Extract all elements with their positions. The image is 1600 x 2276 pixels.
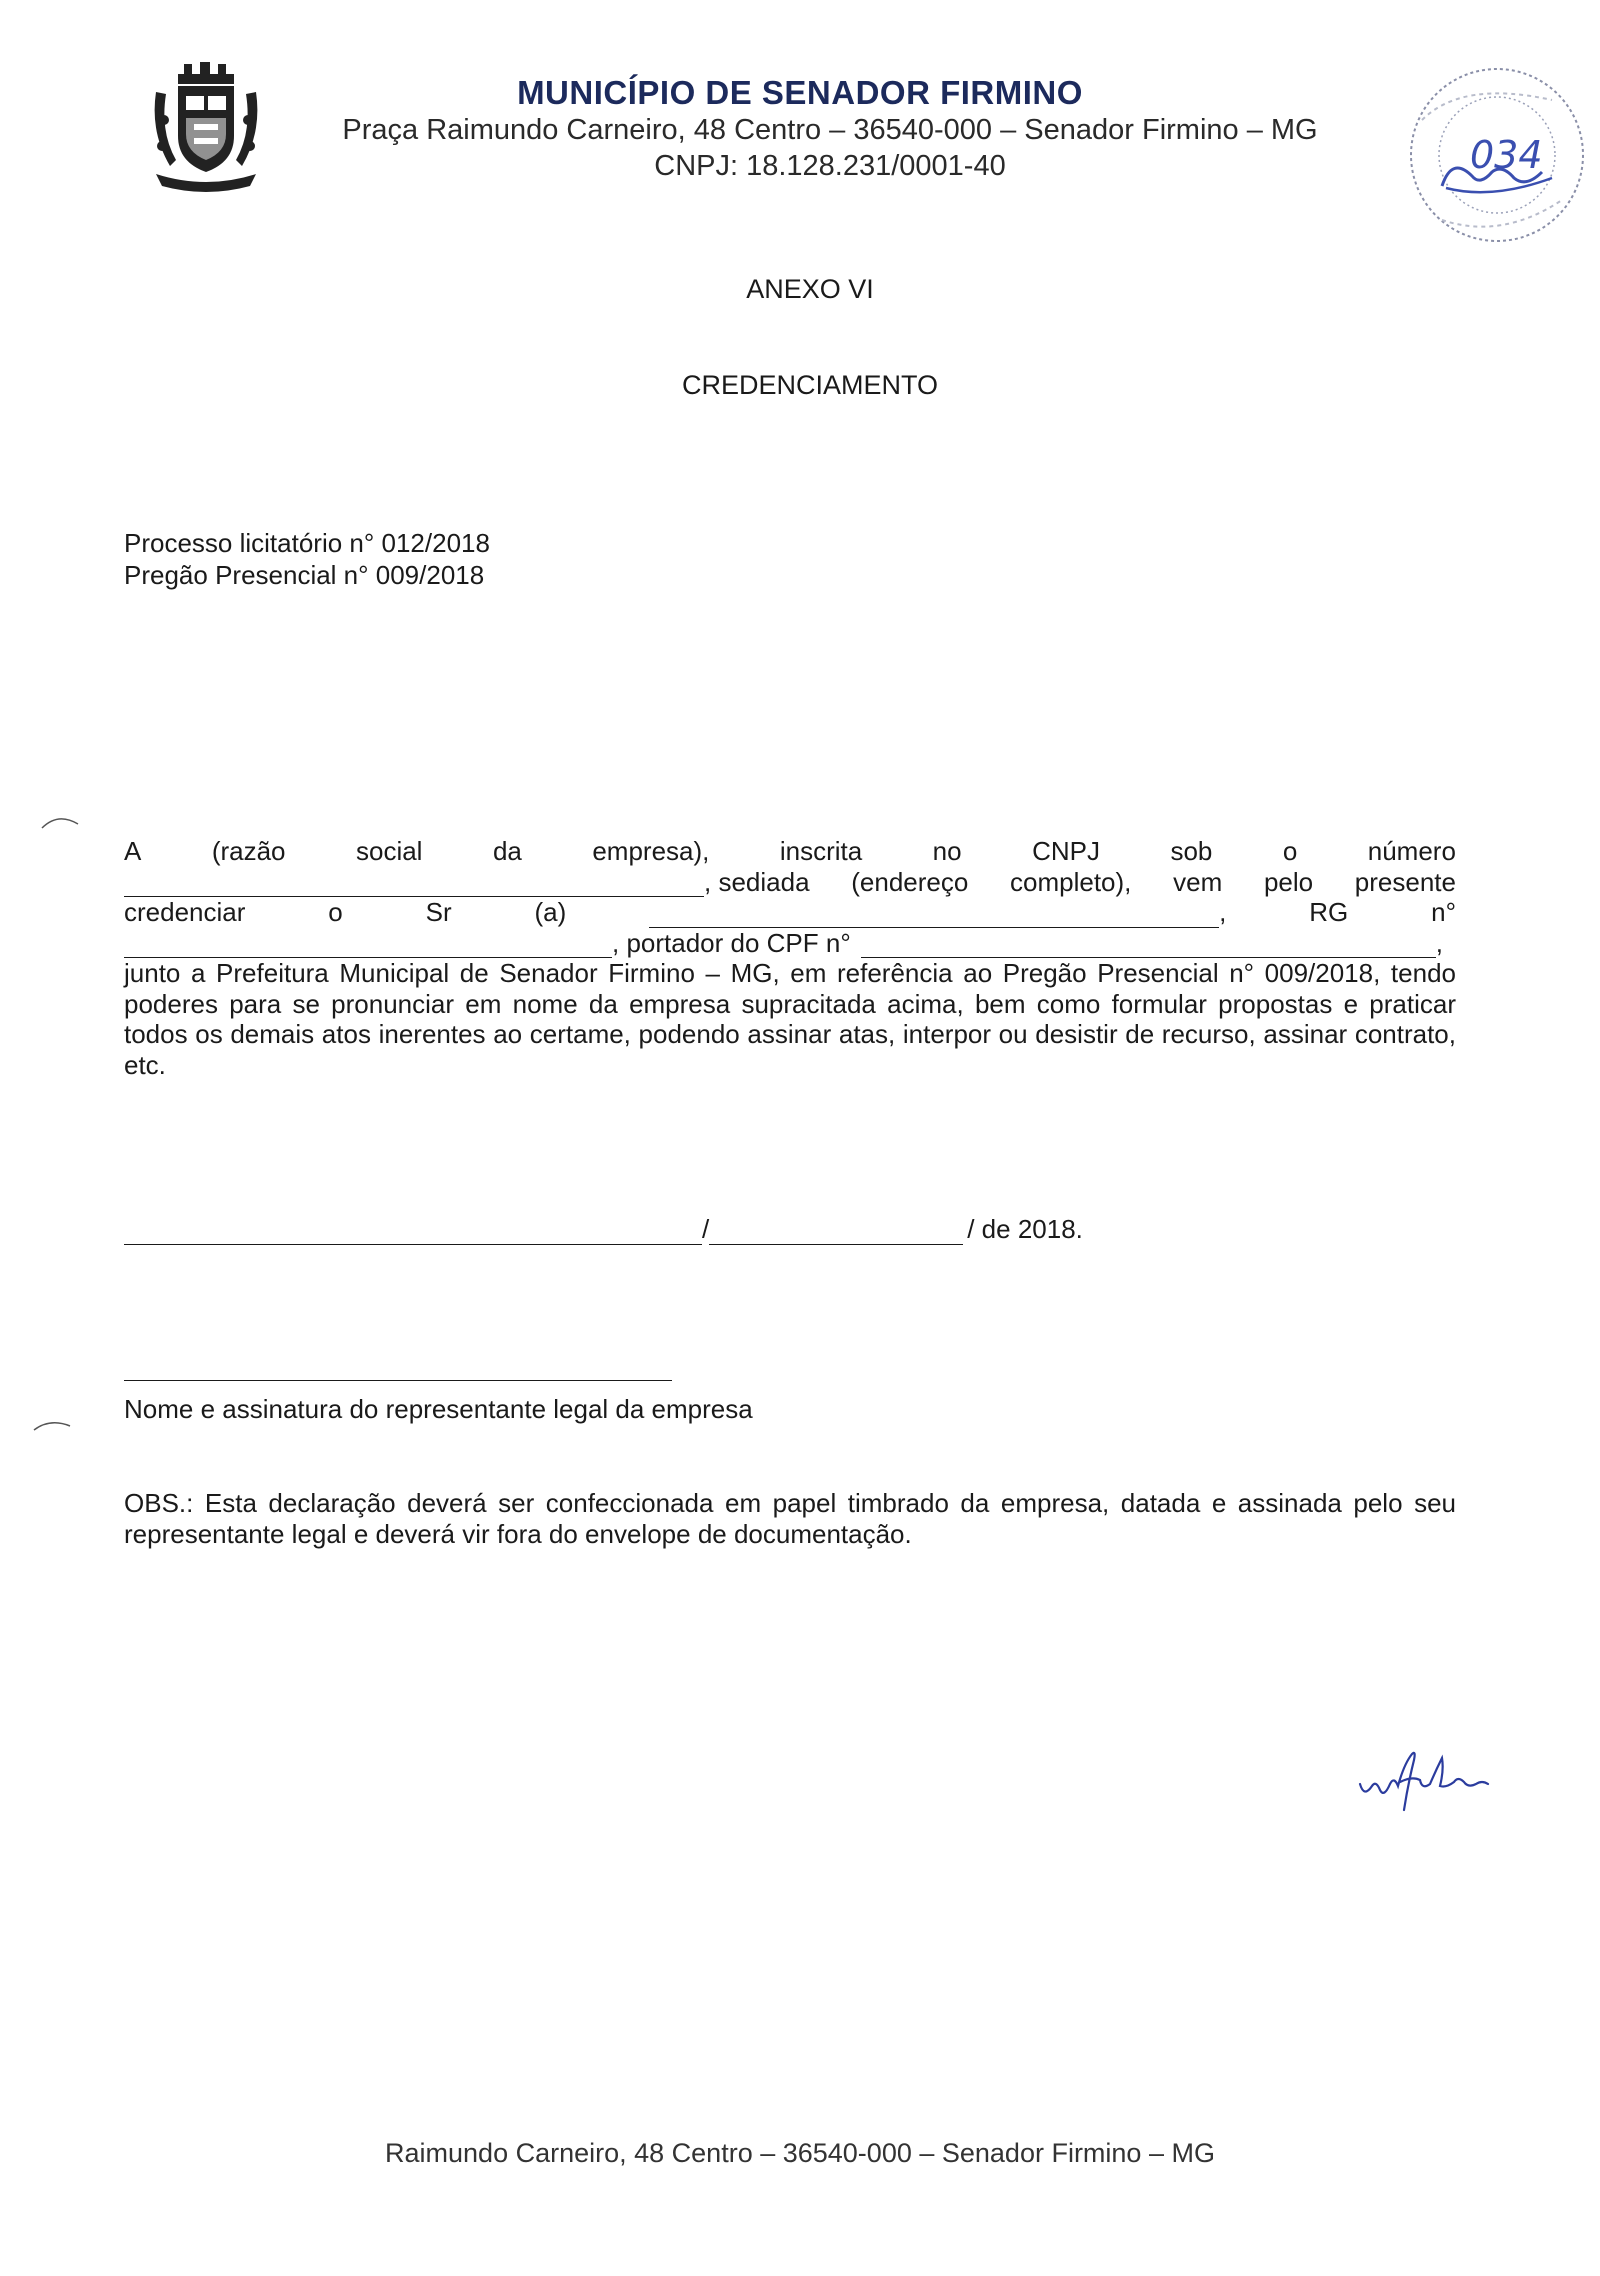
margin-punch-mark xyxy=(40,810,80,830)
body-word: A xyxy=(124,836,142,866)
cpf-number-blank[interactable] xyxy=(861,933,1436,958)
page-numbering-seal-stamp xyxy=(1402,60,1592,250)
body-word: o xyxy=(328,897,343,927)
body-word: número xyxy=(1367,836,1456,866)
body-word: social xyxy=(355,836,423,866)
handwritten-initials-signature xyxy=(1354,1740,1514,1820)
body-line-4 xyxy=(124,928,1456,959)
body-word: (endereço xyxy=(851,866,969,897)
body-word: Sr xyxy=(425,897,452,927)
body-word: no xyxy=(932,836,962,866)
body-word: pelo xyxy=(1263,866,1314,897)
representative-name-blank[interactable] xyxy=(649,903,1219,928)
body-word: CNPJ xyxy=(1032,836,1100,866)
body-word: o xyxy=(1282,836,1298,866)
body-word: , sediada xyxy=(704,866,810,897)
body-line-3 xyxy=(124,897,1456,928)
body-word: credenciar xyxy=(124,897,246,927)
date-year-suffix: / de 2018. xyxy=(967,1214,1083,1244)
body-word: sob xyxy=(1170,836,1213,866)
body-word: empresa), xyxy=(592,836,710,866)
observation-note: OBS.: Esta declaração deverá ser confeccionada em papel timbrado da empresa, datada e assinada pelo seu representante legal e deverá vir fora do envelope de documentação. xyxy=(124,1488,1456,1549)
body-word: vem xyxy=(1173,866,1223,897)
signature-line[interactable] xyxy=(124,1380,672,1381)
body-word: inscrita xyxy=(779,836,863,866)
auction-number: Pregão Presencial n° 009/2018 xyxy=(124,560,485,590)
municipality-title: MUNICÍPIO DE SENADOR FIRMINO xyxy=(517,74,1083,111)
rg-number-blank[interactable] xyxy=(124,933,612,958)
margin-punch-mark xyxy=(32,1414,72,1434)
body-word: , portador do CPF n° xyxy=(612,927,851,958)
annex-heading: ANEXO VI xyxy=(746,274,874,304)
credential-body xyxy=(124,836,1456,1080)
date-month-blank[interactable] xyxy=(709,1220,963,1245)
date-place-day-blank[interactable] xyxy=(124,1220,702,1245)
body-word: da xyxy=(492,836,522,866)
body-word: , xyxy=(1219,897,1227,927)
header-cnpj: CNPJ: 18.128.231/0001-40 xyxy=(654,150,1006,182)
body-word: , xyxy=(1435,927,1443,958)
body-word: presente xyxy=(1354,866,1456,897)
body-paragraph: junto a Prefeitura Municipal de Senador Firmino – MG, em referência ao Pregão Presencial n° 009/2018, tendo poderes para se pronunciar em nome da empresa supracitada acima, bem como formular propostas e praticar todos os demais atos inerentes ao certame, podendo assinar atas, interpor ou desistir de recurso, assinar contrato, etc. xyxy=(124,958,1456,1080)
company-name-blank[interactable] xyxy=(124,872,704,897)
date-line xyxy=(124,1214,1083,1245)
date-slash: / xyxy=(702,1214,710,1244)
body-word: completo), xyxy=(1010,866,1132,897)
seal-page-number: 034 xyxy=(1470,133,1543,177)
document-title: CREDENCIAMENTO xyxy=(681,370,939,400)
body-line-1 xyxy=(124,836,1456,867)
body-word: RG xyxy=(1309,897,1349,927)
body-word: (a) xyxy=(534,897,567,927)
body-word: n° xyxy=(1431,897,1456,927)
body-line-2 xyxy=(124,867,1456,898)
body-word: (razão xyxy=(211,836,286,866)
process-number: Processo licitatório n° 012/2018 xyxy=(124,528,490,558)
signature-label: Nome e assinatura do representante legal da empresa xyxy=(124,1394,753,1424)
footer-address: Raimundo Carneiro, 48 Centro – 36540-000 – Senador Firmino – MG xyxy=(385,2138,1215,2168)
header-address: Praça Raimundo Carneiro, 48 Centro – 36540-000 – Senador Firmino – MG xyxy=(342,114,1318,146)
